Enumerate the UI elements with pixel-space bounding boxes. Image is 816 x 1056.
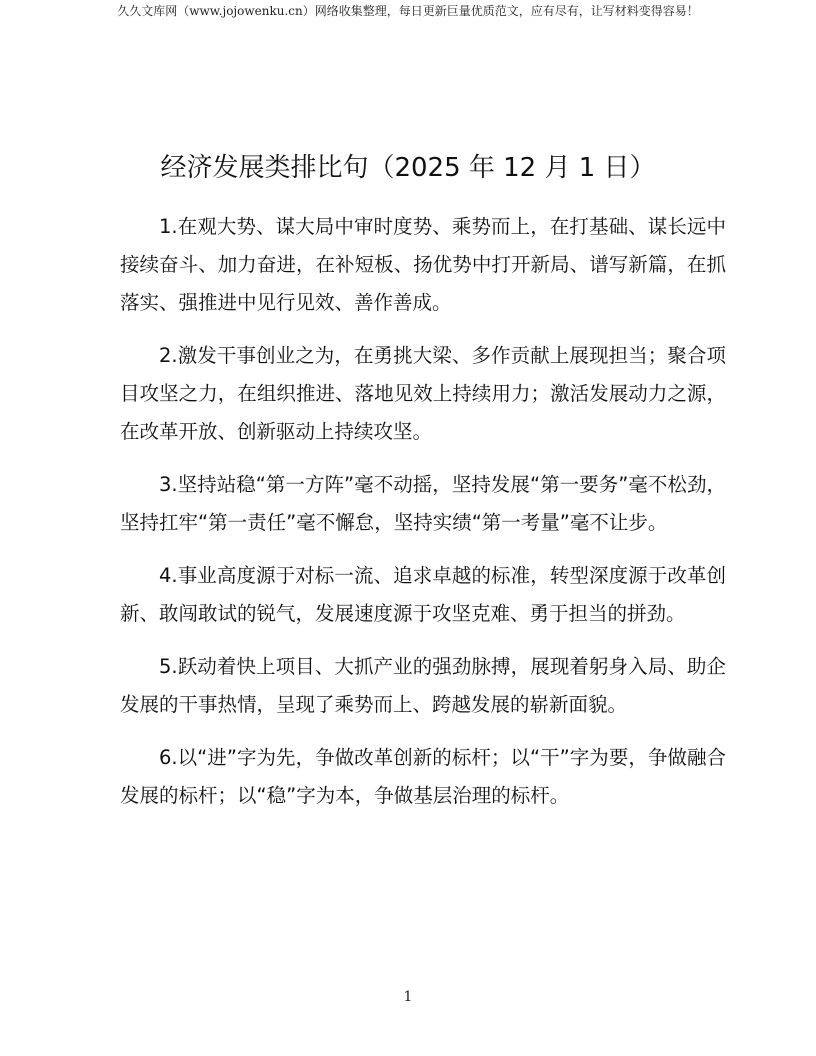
- paragraph-4: 4.事业高度源于对标一流、追求卓越的标准，转型深度源于改革创新、敢闯敢试的锐气，发展速度源于攻坚克难、勇于担当的拼劲。: [120, 564, 726, 625]
- paragraph-2: 2.激发干事创业之为，在勇挑大梁、多作贡献上展现担当；聚合项目攻坚之力，在组织推进、落地见效上持续用力；激活发展动力之源，在改革开放、创新驱动上持续攻坚。: [120, 344, 726, 443]
- paragraph-3: 3.坚持站稳“第一方阵”毫不动摇，坚持发展“第一要务”毫不松劲，坚持扛牢“第一责任”毫不懈怠，坚持实绩“第一考量”毫不让步。: [120, 473, 726, 534]
- header-note: 久久文库网（www.jojowenku.cn）网络收集整理，每日更新巨量优质范文，应有尽有，让写材料变得容易！: [117, 4, 699, 18]
- paragraph-5: 5.跃动着快上项目、大抓产业的强劲脉搏，展现着躬身入局、助企发展的干事热情，呈现了乘势而上、跨越发展的崭新面貌。: [120, 655, 726, 716]
- paragraph-1: 1.在观大势、谋大局中审时度势、乘势而上，在打基础、谋长远中接续奋斗、加力奋进，在补短板、扬优势中打开新局、谱写新篇，在抓落实、强推进中见行见效、善作善成。: [120, 215, 726, 314]
- paragraph-6: 6.以“进”字为先，争做改革创新的标杆；以“干”字为要，争做融合发展的标杆；以“稳”字为本，争做基层治理的标杆。: [120, 746, 726, 807]
- document-body: [120, 208, 726, 830]
- document-title: 经济发展类排比句（2025 年 12 月 1 日）: [160, 153, 656, 183]
- page-number: 1: [403, 989, 413, 1005]
